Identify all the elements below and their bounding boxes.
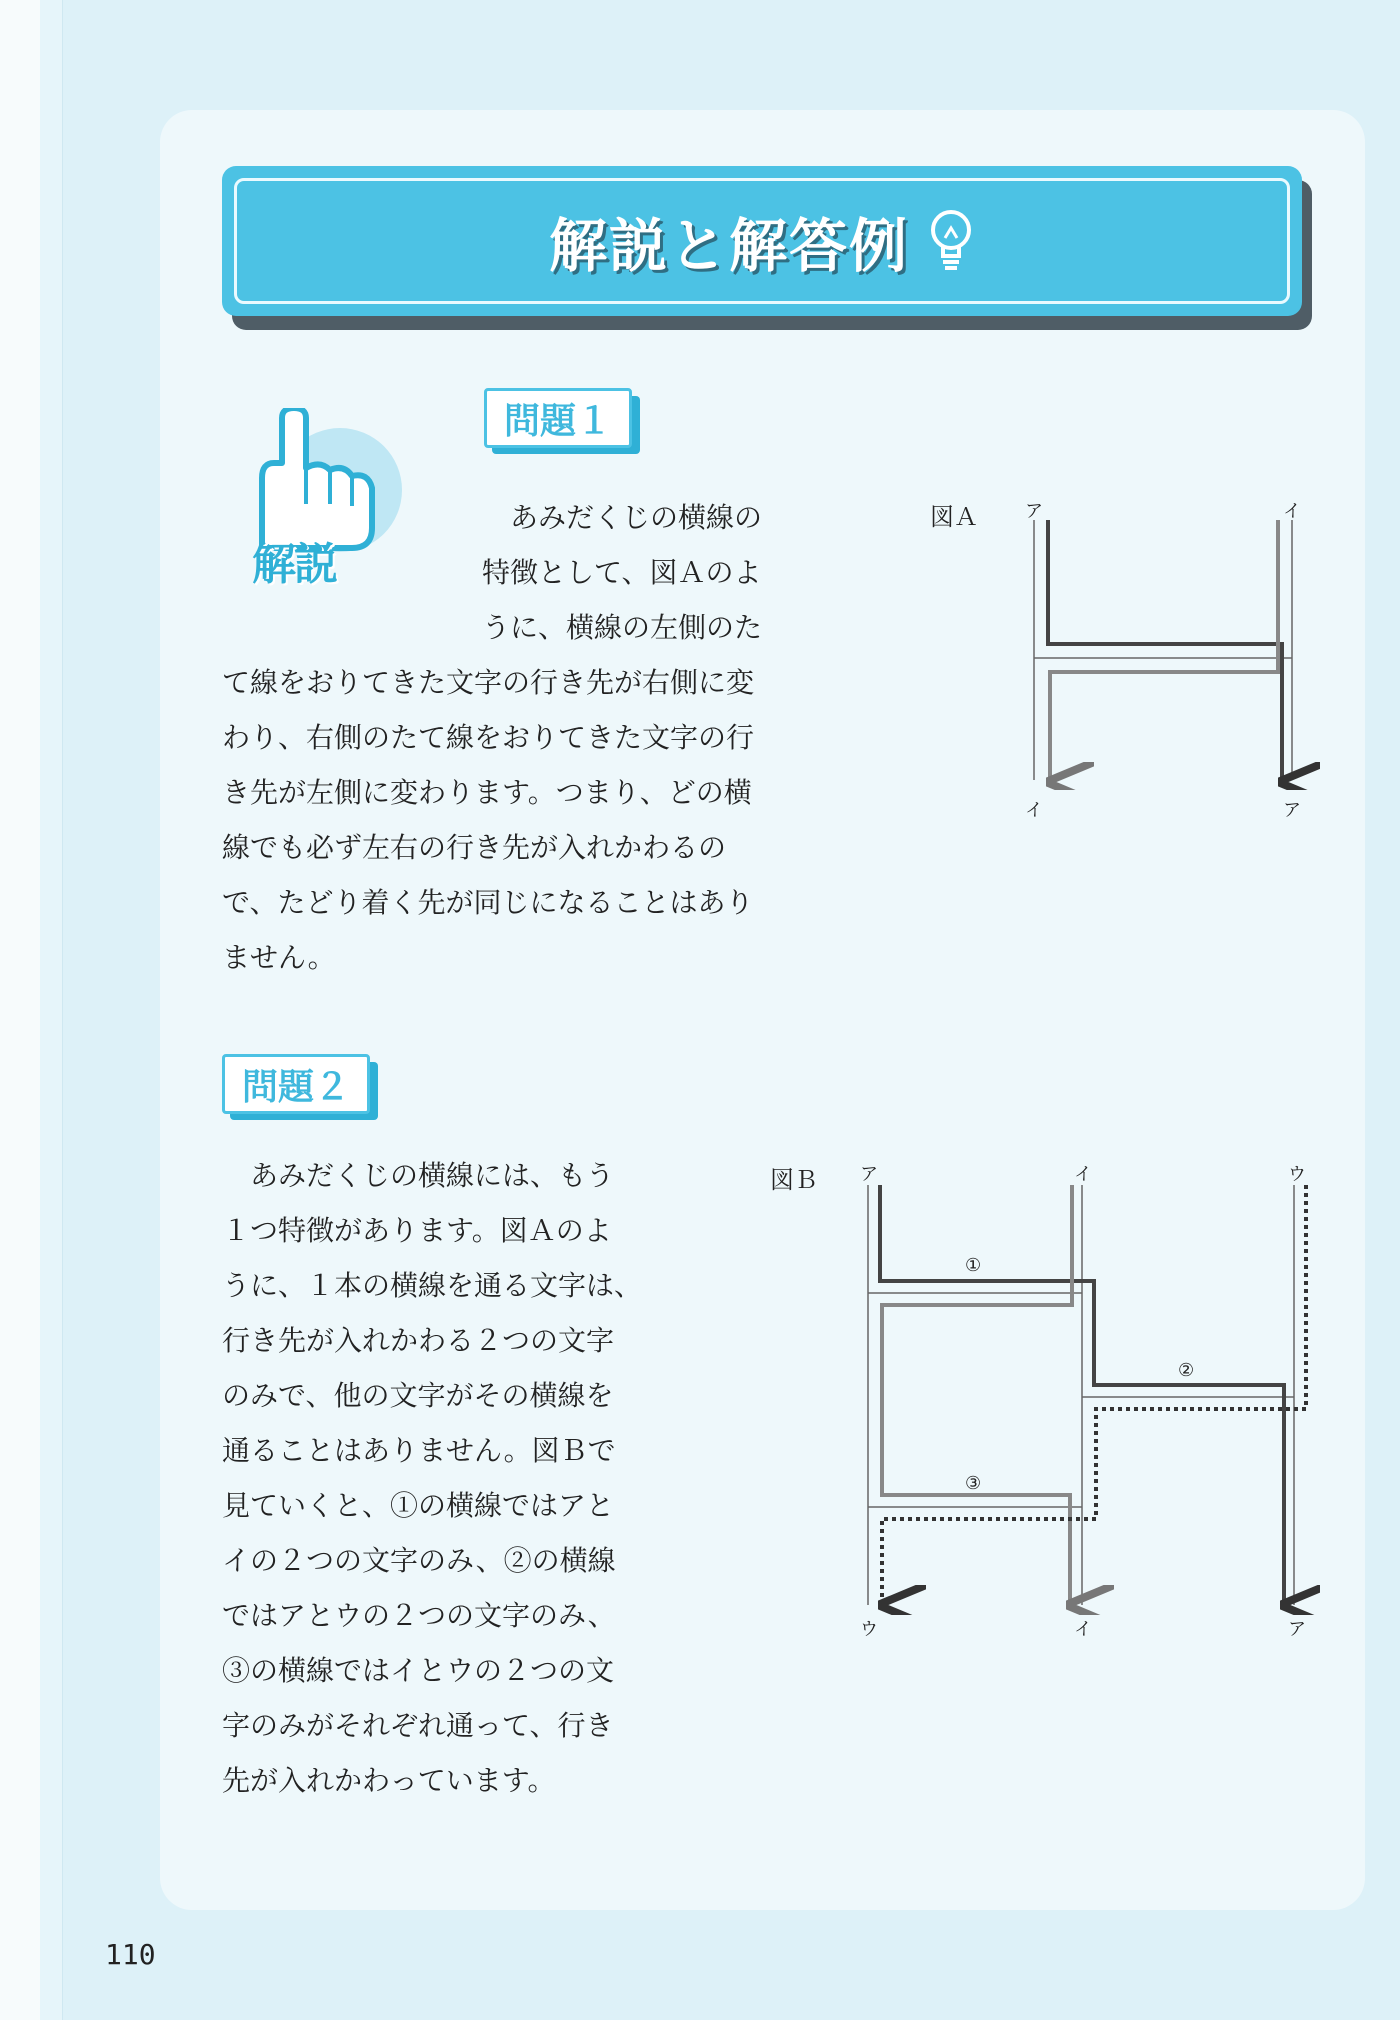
rung-label-1: ① [965,1255,982,1276]
page-edge [0,0,40,2020]
text-line: うに、１本の横線を通る文字は、 [222,1269,643,1302]
figure-a-bottom-left: イ [1025,800,1043,821]
problem1-text-bottom [222,655,754,985]
book-spine [40,0,63,2020]
problem1-badge: 問題１ [484,388,632,448]
figure-b-top-1: ア [860,1164,878,1185]
figure-a-bottom-right: ア [1283,800,1301,821]
text-line: 通ることはありません。図Ｂで [222,1434,616,1467]
problem2-badge: 問題２ [222,1054,370,1114]
text-line: で、たどり着く先が同じになることはあり [222,886,754,919]
figure-b-label: 図Ｂ [770,1166,818,1194]
figure-b-diagram [860,1185,1320,1615]
problem1-text-top [482,490,762,655]
text-line: 行き先が入れかわる２つの文字 [222,1324,615,1357]
text-line: き先が左側に変わります。つまり、どの横 [222,776,752,809]
text-line: 先が入れかわっています。 [222,1764,556,1797]
figure-b-bottom-2: イ [1074,1619,1092,1640]
text-line: 線でも必ず左右の行き先が入れかわるの [222,831,727,864]
figure-b-bottom-1: ウ [860,1619,878,1640]
figure-b-top-3: ウ [1288,1164,1306,1185]
text-line: 字のみがそれぞれ通って、行き [222,1709,614,1742]
lightbulb-icon [927,208,975,274]
text-line: うに、横線の左側のた [482,611,763,644]
text-line: 特徴として、図Ａのよ [482,556,762,589]
text-line: ません。 [222,941,336,974]
text-line: わり、右側のたて線をおりてきた文字の行 [222,721,755,754]
title-banner [222,166,1302,316]
explanation-label: 解説 [252,539,336,590]
text-line: 見ていくと、①の横線ではアと [222,1489,615,1522]
text-line: １つ特徴があります。図Ａのよ [222,1214,612,1247]
text-line: あみだくじの横線の [510,501,763,534]
text-line: て線をおりてきた文字の行き先が右側に変 [222,666,755,699]
figure-b-bottom-3: ア [1288,1619,1306,1640]
page-title: 解説と解答例 [548,212,909,280]
text-line: イの２つの文字のみ、②の横線 [222,1544,616,1577]
text-line: あみだくじの横線には、もう [250,1159,615,1192]
problem2-text [222,1148,642,1808]
rung-label-3: ③ [965,1473,982,1494]
figure-a-top-left: ア [1025,501,1043,522]
figure-a-label: 図Ａ [930,503,978,531]
figure-b-top-2: イ [1074,1164,1092,1185]
rung-label-2: ② [1178,1360,1195,1381]
text-line: ではアとウの２つの文字のみ、 [222,1599,616,1632]
figure-a-diagram [1020,520,1320,790]
title-frame [234,178,1290,304]
text-line: ③の横線ではイとウの２つの文 [222,1654,615,1687]
explanation-tag [222,408,422,598]
page-number: 110 [105,1938,156,1971]
figure-a-top-right: イ [1283,501,1301,522]
text-line: のみで、他の文字がその横線を [222,1379,614,1412]
